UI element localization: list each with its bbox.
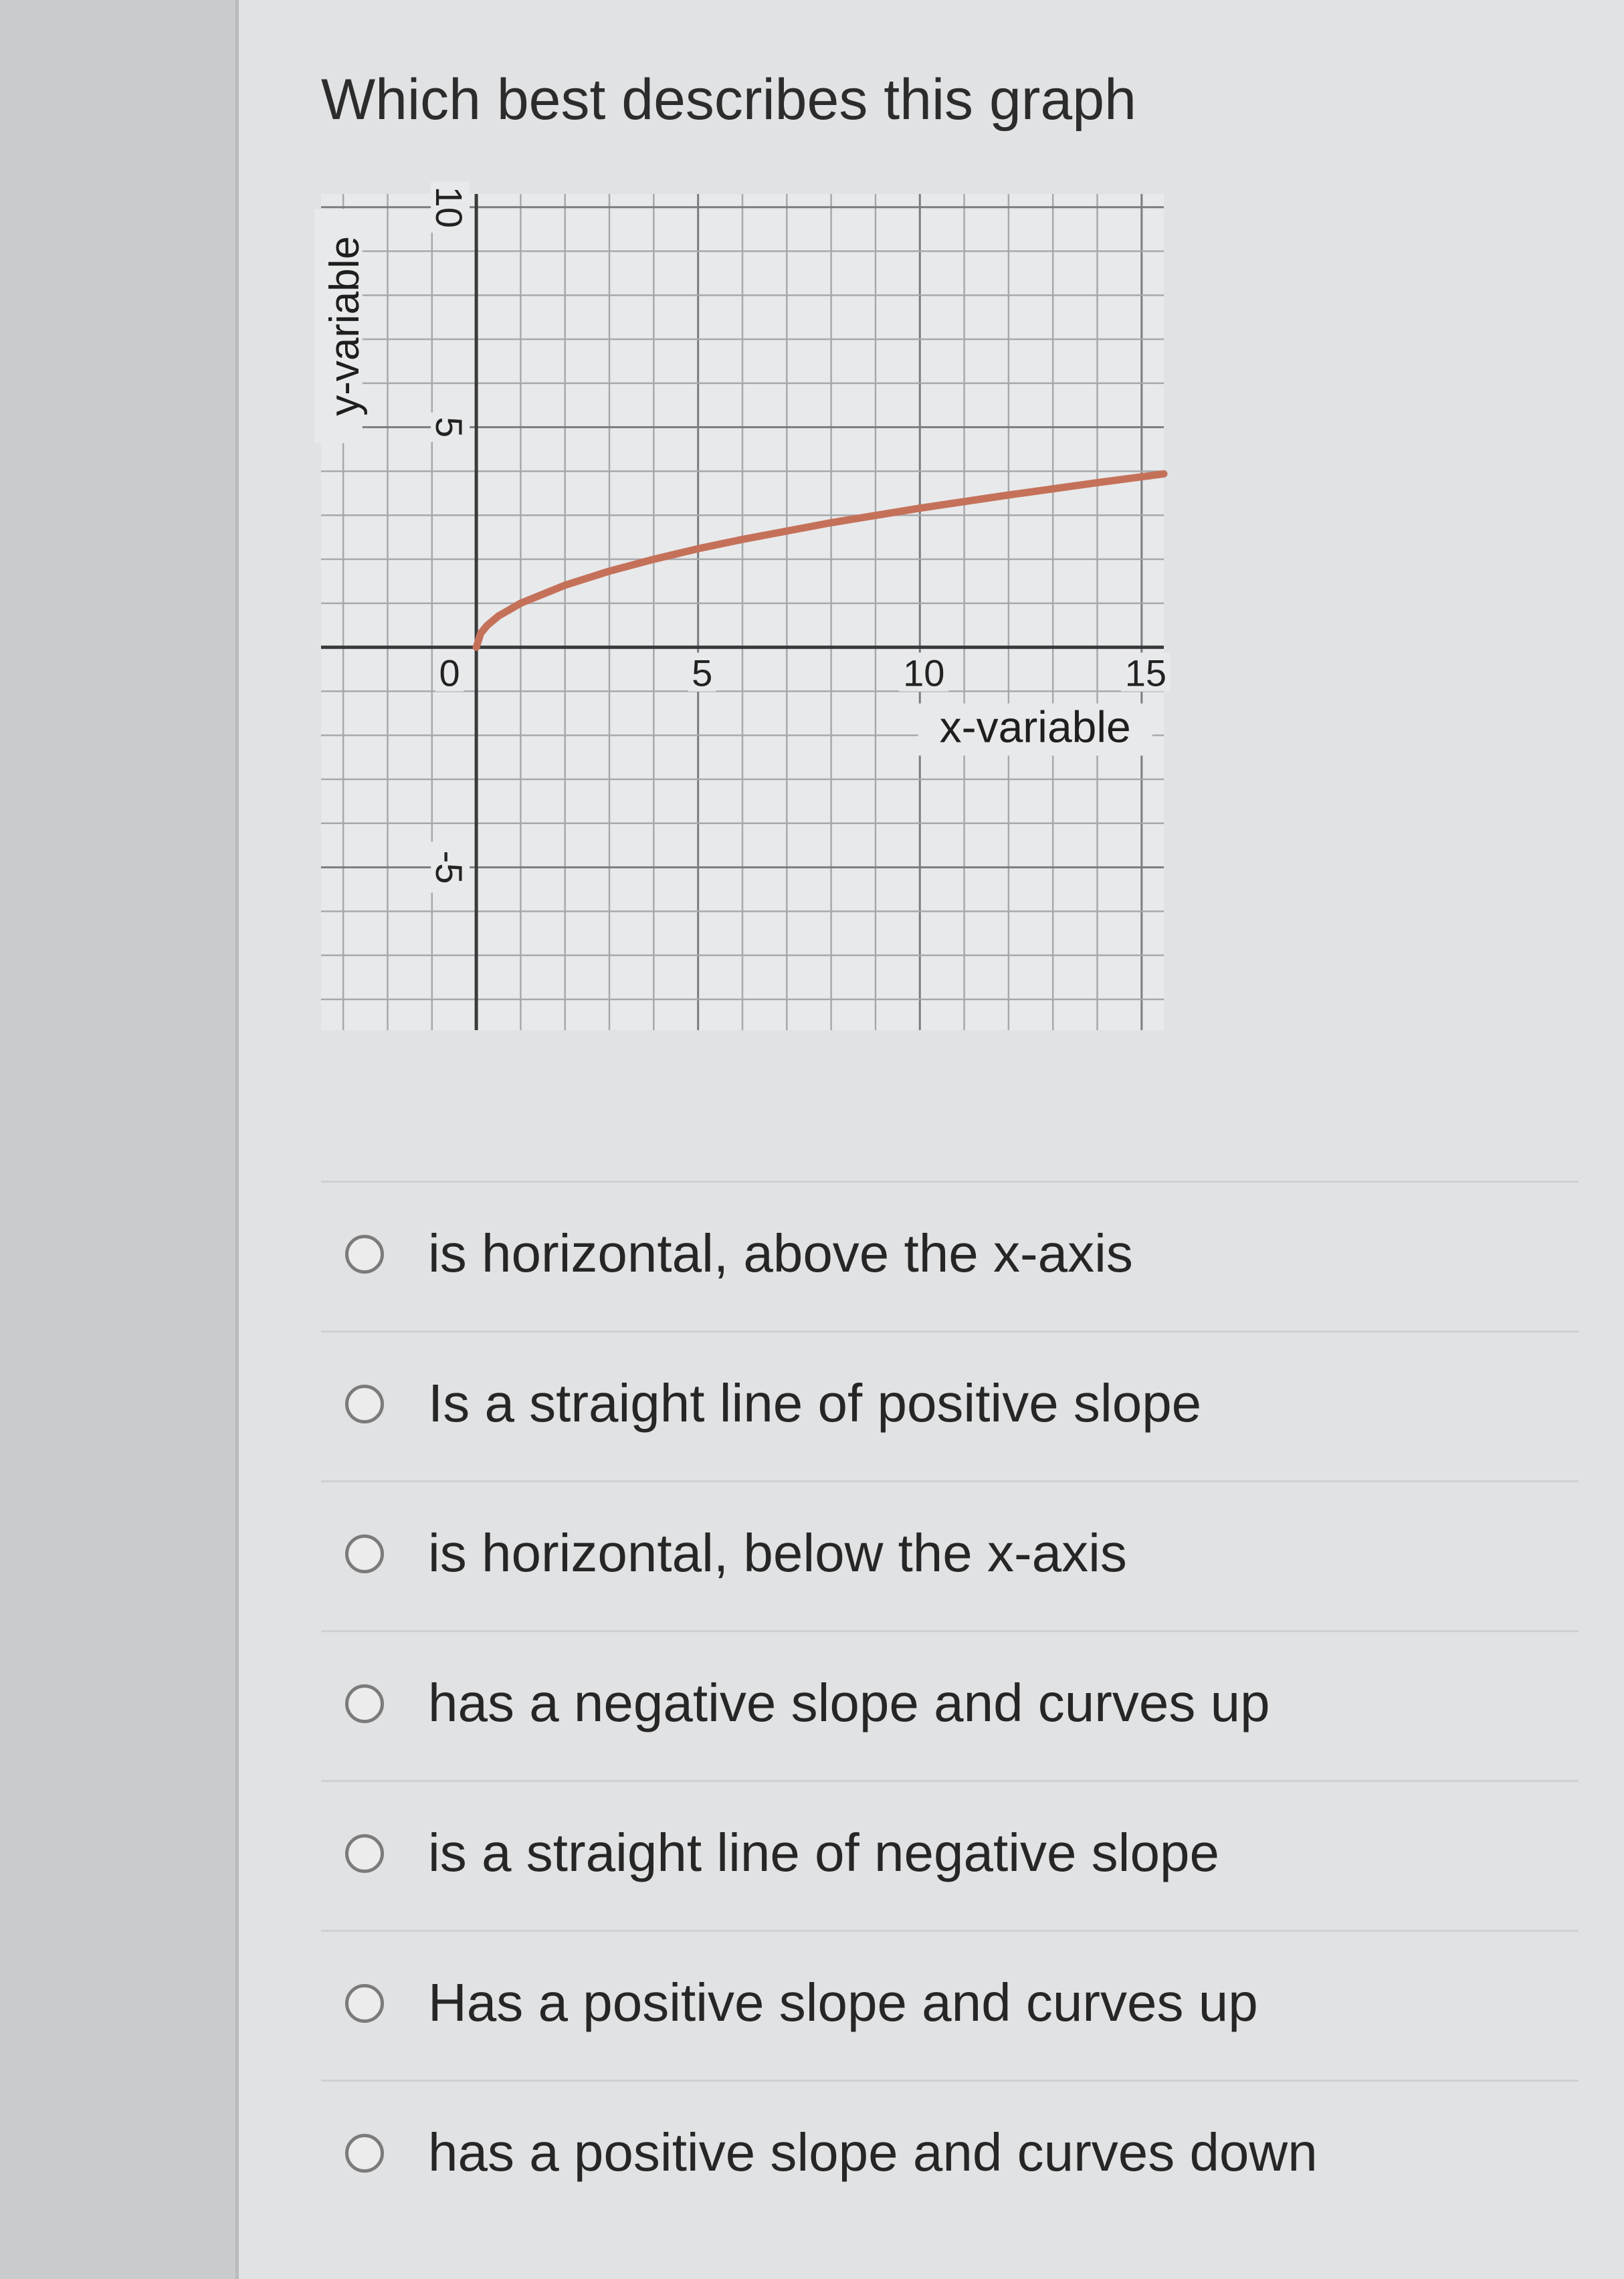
- answer-option[interactable]: [321, 1330, 1579, 1480]
- y-tick-label: 10: [428, 186, 471, 228]
- radio-button[interactable]: [345, 2134, 384, 2173]
- radio-button[interactable]: [345, 1684, 384, 1723]
- x-axis-label: x-variable: [939, 702, 1131, 752]
- answer-option-label: has a positive slope and curves down: [428, 2122, 1318, 2182]
- answer-option[interactable]: [321, 1181, 1579, 1330]
- x-tick-label: 5: [692, 652, 713, 694]
- answer-option[interactable]: [321, 2080, 1579, 2230]
- answer-option[interactable]: [321, 1930, 1579, 2080]
- answer-option-label: is horizontal, below the x-axis: [428, 1523, 1127, 1583]
- graph-svg: [314, 181, 1171, 1037]
- answer-option-label: Is a straight line of positive slope: [428, 1373, 1202, 1433]
- radio-button[interactable]: [345, 1385, 384, 1423]
- answer-option[interactable]: [321, 1480, 1579, 1630]
- graph: [314, 181, 1171, 1037]
- left-gutter: [0, 0, 238, 2279]
- answer-option[interactable]: [321, 1630, 1579, 1780]
- y-tick-label: -5: [428, 850, 471, 884]
- question-title: Which best describes this graph: [321, 68, 1136, 132]
- y-axis-label: y-variable: [322, 235, 369, 416]
- grid-lines: [321, 194, 1164, 1030]
- answer-option-label: has a negative slope and curves up: [428, 1673, 1270, 1732]
- answer-option-label: is horizontal, above the x-axis: [428, 1223, 1133, 1283]
- radio-button[interactable]: [345, 1534, 384, 1573]
- radio-button[interactable]: [345, 1235, 384, 1274]
- radio-button[interactable]: [345, 1834, 384, 1873]
- answer-option[interactable]: [321, 1780, 1579, 1930]
- radio-button[interactable]: [345, 1984, 384, 2023]
- answer-option-label: Has a positive slope and curves up: [428, 1973, 1258, 2032]
- x-tick-label: 0: [439, 652, 460, 694]
- answer-option-label: is a straight line of negative slope: [428, 1823, 1219, 1882]
- y-tick-label: 5: [428, 417, 471, 438]
- x-tick-label: 15: [1124, 652, 1166, 694]
- x-tick-label: 10: [903, 652, 945, 694]
- answer-options: [321, 1181, 1579, 2230]
